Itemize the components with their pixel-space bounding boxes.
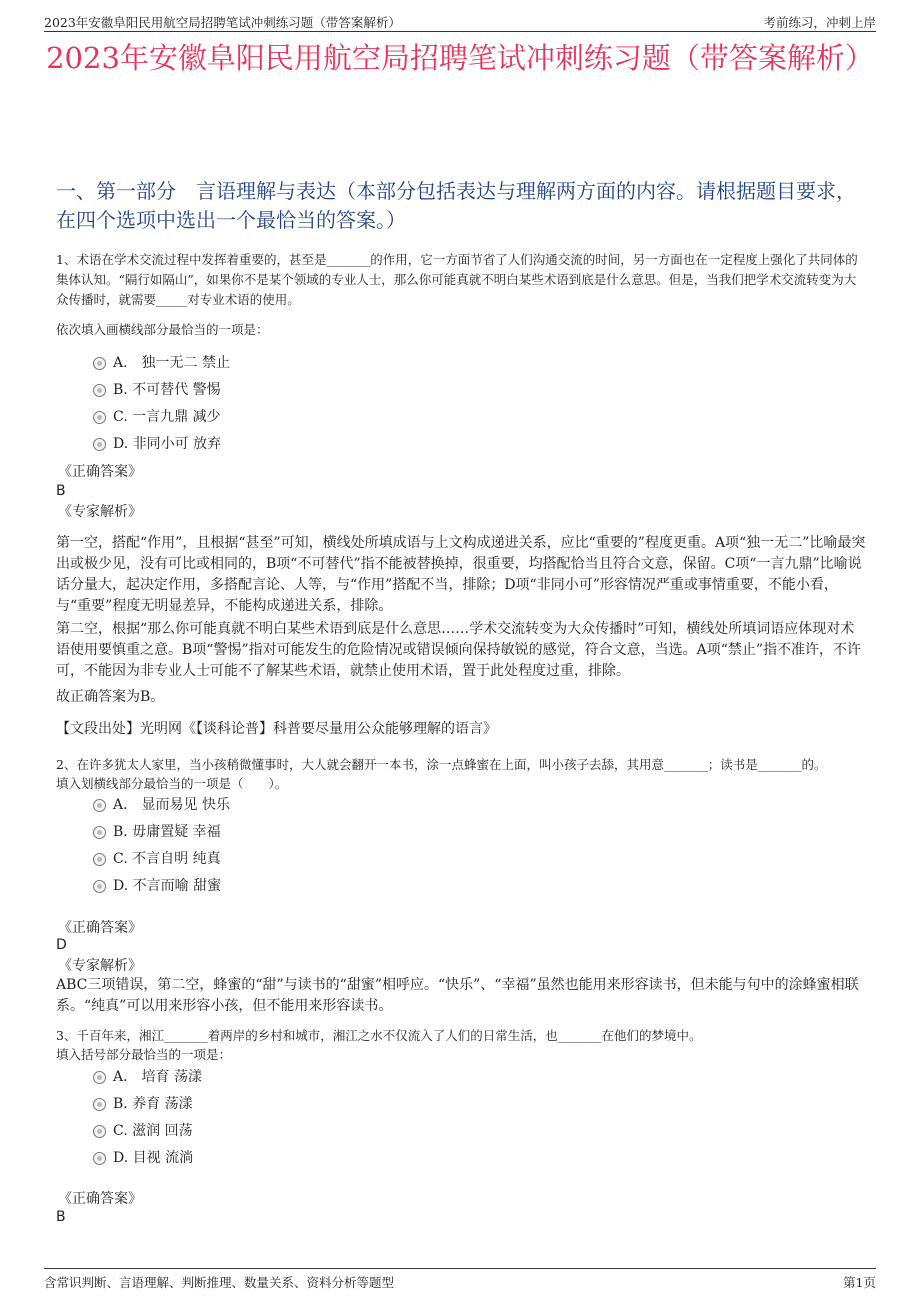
q3-stem: 3、千百年来，湘江_______着两岸的乡村和城市，湘江之水不仅流入了人们的日常生活，也_______在他们的梦境中。 bbox=[56, 1028, 702, 1043]
footer-topics: 含常识判断、言语理解、判断推理、数量关系、资料分析等题型 bbox=[44, 1275, 395, 1290]
radio-icon[interactable] bbox=[93, 799, 106, 812]
q2-analysis: ABC三项错误，第二空，蜂蜜的“甜”与读书的“甜蜜”相呼应。“快乐”、“幸福”虽然也能用来形容读书，但未能与句中的涂蜂蜜相联系。“纯真”可以用来形容小孩，但不能用来形容读书。 bbox=[56, 977, 859, 1014]
page-title: 2023年安徽阜阳民用航空局招聘笔试冲刺练习题（带答案解析） bbox=[46, 41, 874, 75]
option-label: C. 一言九鼎 减少 bbox=[113, 409, 221, 425]
page-header bbox=[44, 10, 876, 32]
header-slogan: 考前练习，冲刺上岸 bbox=[763, 15, 876, 30]
q3-prompt: 填入括号部分最恰当的一项是： bbox=[56, 1047, 232, 1062]
option-label: D. 非同小可 放弃 bbox=[113, 436, 222, 452]
q1-conclusion: 故正确答案为B。 bbox=[56, 689, 165, 705]
radio-icon[interactable] bbox=[93, 384, 106, 397]
option-label: B. 不可替代 警惕 bbox=[113, 382, 221, 398]
option-label: C. 滋润 回荡 bbox=[113, 1123, 193, 1139]
q2-answer-label: 《正确答案》 bbox=[58, 920, 142, 936]
q1-analysis-label: 《专家解析》 bbox=[58, 504, 142, 520]
radio-icon[interactable] bbox=[93, 1071, 106, 1084]
page-number: 第1页 bbox=[843, 1275, 876, 1290]
option-label: D. 目视 流淌 bbox=[113, 1150, 194, 1166]
q3-answer: B bbox=[56, 1209, 66, 1225]
q3-answer-label: 《正确答案》 bbox=[58, 1191, 142, 1207]
q2-prompt: 填入划横线部分最恰当的一项是（ ）。 bbox=[56, 776, 288, 791]
option-label: B. 毋庸置疑 幸福 bbox=[113, 824, 221, 840]
q2-option-d[interactable] bbox=[93, 876, 221, 896]
q3-option-d[interactable] bbox=[93, 1148, 193, 1168]
q2-option-b[interactable] bbox=[93, 822, 221, 842]
q1-analysis-2: 第二空，根据“那么你可能真就不明白某些术语到底是什么意思……学术交流转变为大众传播时”可知，横线处所填词语应体现对术语使用要慎重之意。B项“警惕”指对可能发生的危险情况或错误倾向保持敏锐的感觉，符合文意，当选。A项“禁止”指不准许，不许可，不能因为非专业人士可能不了解某些术语，就禁止使用术语，置于此处程度过重，排除。 bbox=[56, 621, 862, 679]
q1-answer: B bbox=[56, 483, 66, 499]
radio-icon[interactable] bbox=[93, 1125, 106, 1138]
q1-option-c[interactable] bbox=[93, 407, 221, 427]
radio-icon[interactable] bbox=[93, 411, 106, 424]
radio-icon[interactable] bbox=[93, 1152, 106, 1165]
header-doc-title: 2023年安徽阜阳民用航空局招聘笔试冲刺练习题（带答案解析） bbox=[44, 15, 401, 30]
q2-answer: D bbox=[56, 937, 67, 953]
option-label: C. 不言自明 纯真 bbox=[113, 851, 221, 867]
radio-icon[interactable] bbox=[93, 1098, 106, 1111]
q2-stem: 2、在许多犹太人家里，当小孩稍微懂事时，大人就会翻开一本书，涂一点蜂蜜在上面，叫小孩子去舔，其用意_______；读书是_______的。 bbox=[56, 757, 827, 772]
q3-option-a[interactable] bbox=[93, 1067, 202, 1087]
radio-icon[interactable] bbox=[93, 357, 106, 370]
radio-icon[interactable] bbox=[93, 826, 106, 839]
q1-answer-label: 《正确答案》 bbox=[58, 464, 142, 480]
option-label: A． 独一无二 禁止 bbox=[113, 355, 231, 371]
q2-analysis-label: 《专家解析》 bbox=[58, 958, 142, 974]
q1-option-b[interactable] bbox=[93, 380, 221, 400]
radio-icon[interactable] bbox=[93, 438, 106, 451]
option-label: B. 养育 荡漾 bbox=[113, 1096, 193, 1112]
q3-option-c[interactable] bbox=[93, 1121, 193, 1141]
radio-icon[interactable] bbox=[93, 853, 106, 866]
option-label: A． 培育 荡漾 bbox=[113, 1069, 203, 1085]
q2-option-c[interactable] bbox=[93, 849, 221, 869]
page-footer bbox=[44, 1268, 876, 1292]
q1-analysis-1: 第一空，搭配“作用”，且根据“甚至”可知，横线处所填成语与上文构成递进关系，应比“重要的”程度更重。A项“独一无二”比喻最突出或极少见，没有可比或相同的，B项“不可替代”指不能被替换掉，很重要，均搭配恰当且符合文意，保留。C项“一言九鼎”比喻说话分量大，起决定作用，多搭配言论、人等，与“作用”搭配不当，排除；D项“非同小可”形容情况严重或事情重要，不能小看，与“重要”程度无明显差异，不能构成递进关系，排除。 bbox=[56, 535, 866, 614]
q3-option-b[interactable] bbox=[93, 1094, 193, 1114]
q1-option-d[interactable] bbox=[93, 434, 221, 454]
q1-option-a[interactable] bbox=[93, 353, 230, 373]
section-heading: 一、第一部分 言语理解与表达（本部分包括表达与理解两方面的内容。请根据题目要求，在四个选项中选出一个最恰当的答案。） bbox=[56, 179, 856, 232]
q1-stem: 1、术语在学术交流过程中发挥着重要的，甚至是_______的作用，它一方面节省了人们沟通交流的时间，另一方面也在一定程度上强化了共同体的集体认知。“隔行如隔山”，如果你不是某个领域的专业人士，那么你可能真就不明白某些术语到底是什么意思。但是，当我们把学术交流转变为大众传播时，就需要_____对专业术语的使用。 bbox=[56, 252, 858, 307]
q1-prompt: 依次填入画横线部分最恰当的一项是： bbox=[56, 322, 269, 337]
option-label: A． 显而易见 快乐 bbox=[113, 797, 231, 813]
radio-icon[interactable] bbox=[93, 880, 106, 893]
option-label: D. 不言而喻 甜蜜 bbox=[113, 878, 222, 894]
q1-source: 【文段出处】光明网《【谈科论普】科普要尽量用公众能够理解的语言》 bbox=[56, 721, 497, 737]
q2-option-a[interactable] bbox=[93, 795, 230, 815]
